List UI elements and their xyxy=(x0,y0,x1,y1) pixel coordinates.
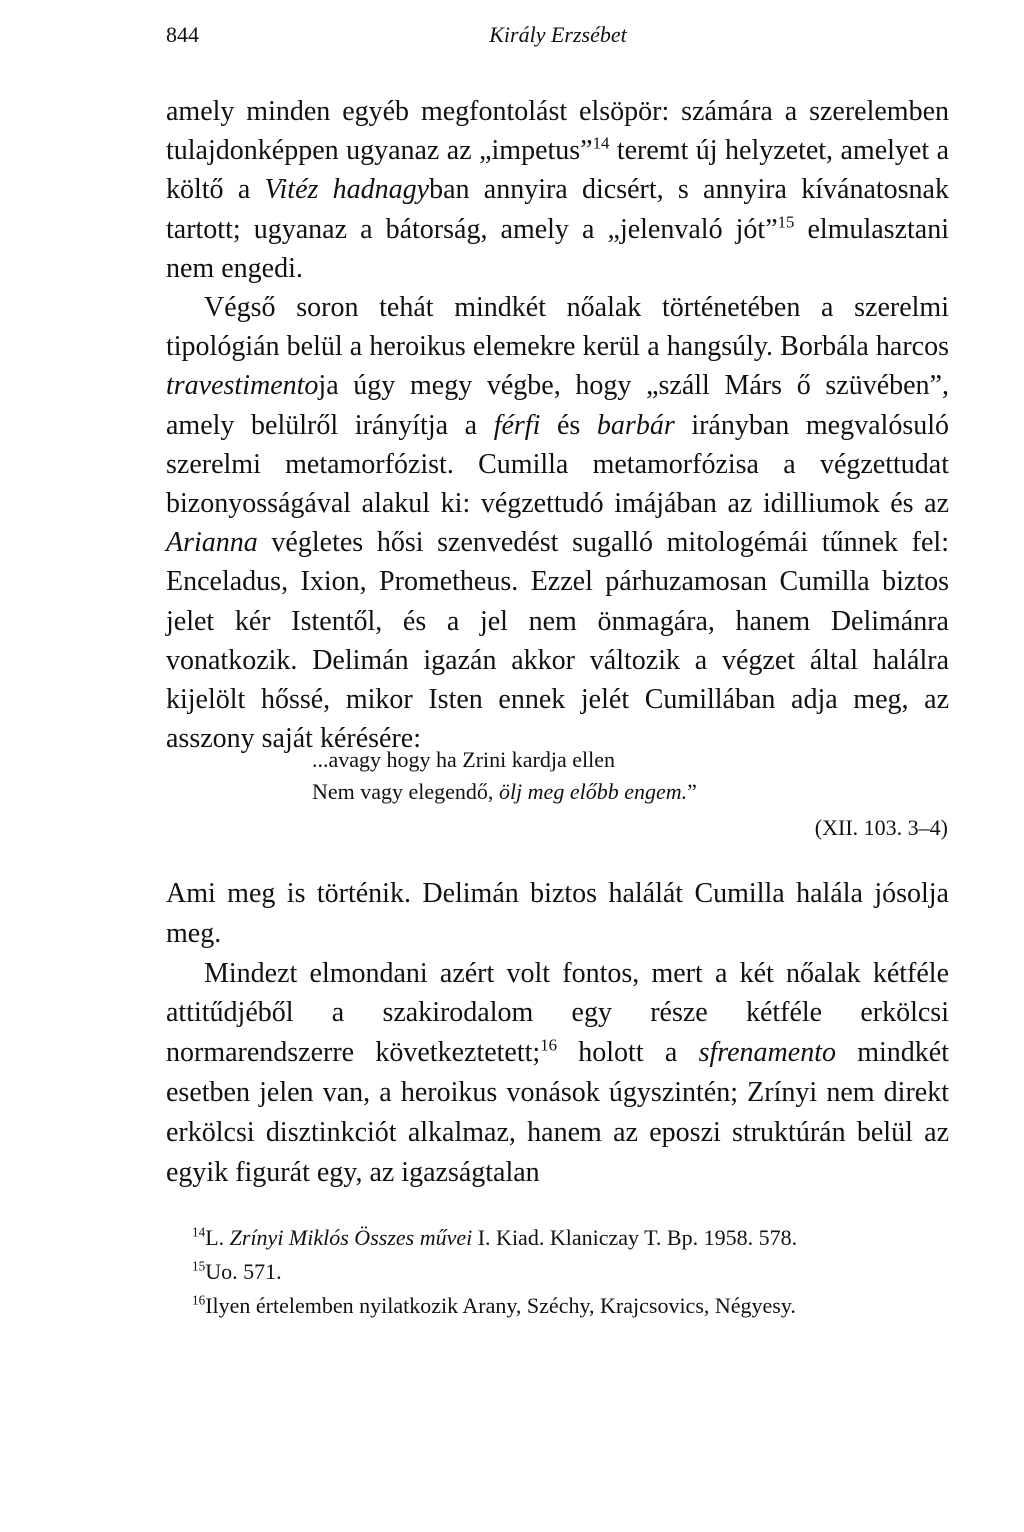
text-run: elmulasztani nem engedi. xyxy=(166,213,949,284)
verse-quotation xyxy=(312,744,952,844)
text-run: I. Kiad. Klaniczay T. Bp. 1958. 578. xyxy=(472,1225,798,1250)
footnote-14 xyxy=(166,1221,949,1255)
text-run: Ilyen értelemben nyilatkozik Arany, Széchy, Krajcsovics, Négyesy. xyxy=(205,1293,796,1318)
paragraph-1 xyxy=(166,92,949,288)
text-run: L. xyxy=(205,1225,230,1250)
verse-line-2 xyxy=(312,776,952,808)
italic-term: férfi xyxy=(493,409,541,441)
text-run: irányban megvalósuló szerelmi metamorfózist. Cumilla metamorfózisa a végzettudat bizonyosságával alakul ki: végzettudó imájában az idilliumok és az xyxy=(166,409,949,520)
footnote-number: 16 xyxy=(192,1292,206,1308)
page-header xyxy=(166,22,950,54)
text-run: amely minden egyéb megfontolást elsöpör: számára a szerelemben tulajdonképpen ugyanaz az „impetus” xyxy=(166,96,949,167)
verse-reference: (XII. 103. 3–4) xyxy=(814,815,948,840)
main-text-top xyxy=(166,92,949,758)
italic-title: Arianna xyxy=(166,527,258,559)
verse-line-1: ...avagy hogy ha Zrini kardja ellen xyxy=(312,747,616,772)
main-text-bottom xyxy=(166,874,949,1192)
text-run: végletes hősi szenvedést sugalló mitologémái tűnnek fel: Enceladus, Ixion, Prometheus. Ezzel párhuzamosan Cumilla biztos jelet kér Istentől, és a jel nem önmagára, hanem Delimánra vonatkozik. Delimán igazán akkor változik a végzet által halálra kijelölt hőssé, mikor Isten ennek jelét Cumillában adja meg, az asszony saját kérésére: xyxy=(166,527,949,755)
text-run: Végső soron tehát mindkét nőalak történetében a szerelmi tipológián belül a heroikus elemekre kerül a hangsúly. Borbála harcos xyxy=(166,292,949,363)
text-run: mindkét esetben jelen van, a heroikus vonások úgyszintén; Zrínyi nem direkt erkölcsi disztinkciót alkalmaz, hanem az eposzi struktúrán belül az egyik figurát egy, az igazságtalan xyxy=(166,1037,950,1188)
italic-title: Zrínyi Miklós Összes művei xyxy=(229,1225,473,1250)
text-run: Uo. 571. xyxy=(205,1259,282,1284)
text-run: Nem vagy elegendő, xyxy=(312,779,499,804)
paragraph-2 xyxy=(166,288,949,758)
italic-term: travestimento xyxy=(166,370,319,402)
text-run: és xyxy=(540,409,597,441)
italic-quote: ölj meg előbb engem. xyxy=(498,779,688,804)
text-run: ja úgy megy végbe, hogy „száll Márs ő szüvében”, amely belülről irányítja a xyxy=(166,370,949,441)
footnote-16 xyxy=(166,1289,949,1323)
text-run: teremt új helyzetet, amelyet a költő a xyxy=(166,135,949,206)
text-run: ban annyira dicsért, s annyira kívánatosnak tartott; ugyanaz a bátorság, amely a „jelenvaló jót” xyxy=(166,174,949,245)
footnote-ref-14: 14 xyxy=(592,133,610,153)
italic-term: sfrenamento xyxy=(698,1037,836,1069)
footnote-ref-15: 15 xyxy=(777,212,795,232)
text-run: ” xyxy=(687,779,697,804)
footnote-number: 15 xyxy=(192,1258,206,1274)
footnote-number: 14 xyxy=(192,1224,206,1240)
italic-title: Vitéz hadnagy xyxy=(264,174,430,206)
page-number: 844 xyxy=(166,22,199,47)
paragraph-3: Ami meg is történik. Delimán biztos halálát Cumilla halála jósolja meg. xyxy=(166,878,949,949)
text-run: holott a xyxy=(556,1037,699,1069)
footnote-ref-16: 16 xyxy=(540,1035,557,1055)
paragraph-4 xyxy=(166,954,949,1193)
footnote-15 xyxy=(166,1255,949,1289)
italic-term: barbár xyxy=(596,409,675,441)
running-title: Király Erzsébet xyxy=(489,22,627,47)
text-run: Mindezt elmondani azért volt fontos, mert a két nőalak kétféle attitűdjéből a szakirodalom egy része kétféle erkölcsi normarendszerre következtetett; xyxy=(166,957,949,1069)
footnotes xyxy=(166,1221,949,1323)
